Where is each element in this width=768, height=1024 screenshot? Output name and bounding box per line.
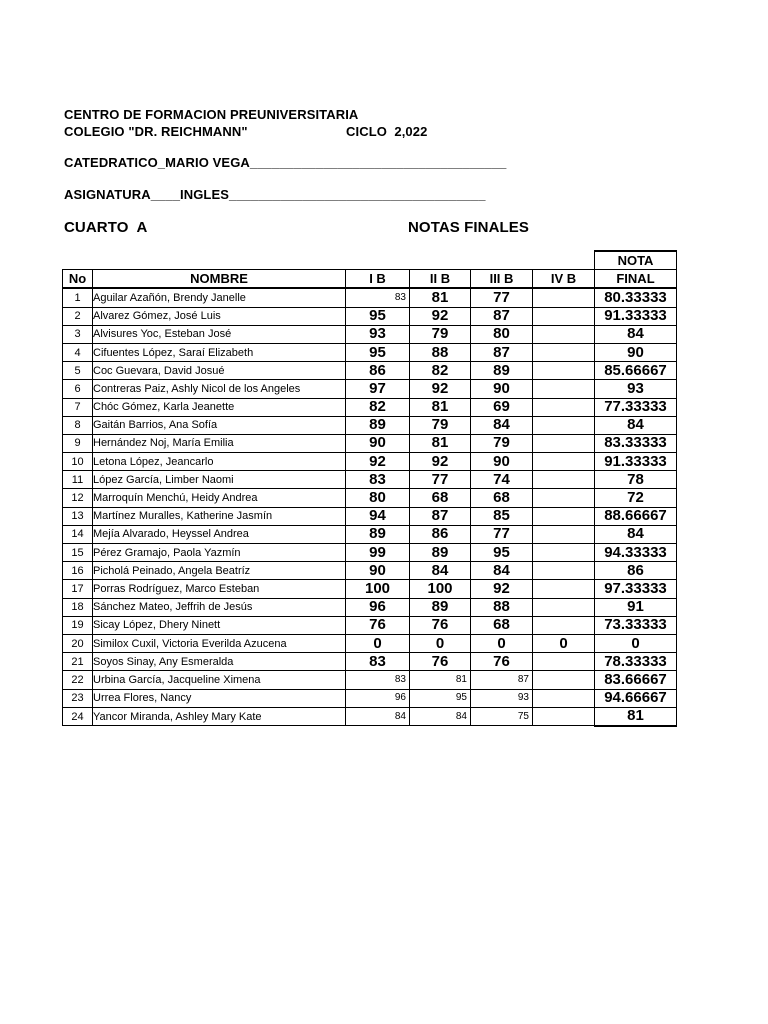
final-grade: 0 bbox=[595, 634, 677, 652]
grade-b3: 0 bbox=[471, 634, 533, 652]
grade-b3: 75 bbox=[471, 707, 533, 726]
grade-b1: 90 bbox=[346, 562, 410, 580]
student-name: López García, Limber Naomi bbox=[93, 471, 346, 489]
grade-b4 bbox=[533, 616, 595, 634]
grade-b2: 77 bbox=[410, 471, 471, 489]
row-number: 8 bbox=[63, 416, 93, 434]
col-b2: II B bbox=[410, 270, 471, 289]
grade-b1: 96 bbox=[346, 689, 410, 707]
student-name: Sánchez Mateo, Jeffrih de Jesús bbox=[93, 598, 346, 616]
table-row bbox=[63, 362, 677, 380]
table-row bbox=[63, 707, 677, 726]
grade-b4 bbox=[533, 489, 595, 507]
table-row bbox=[63, 489, 677, 507]
grade-b3: 84 bbox=[471, 416, 533, 434]
header-row-top bbox=[63, 251, 677, 270]
final-grade: 91.33333 bbox=[595, 307, 677, 325]
grade-b3: 92 bbox=[471, 580, 533, 598]
grade-b2: 84 bbox=[410, 707, 471, 726]
grade-b1: 89 bbox=[346, 416, 410, 434]
grade-b1: 82 bbox=[346, 398, 410, 416]
student-name: Letona López, Jeancarlo bbox=[93, 453, 346, 471]
row-number: 17 bbox=[63, 580, 93, 598]
grade-b1: 84 bbox=[346, 707, 410, 726]
grade-b1: 83 bbox=[346, 671, 410, 689]
student-name: Contreras Paiz, Ashly Nicol de los Angeles bbox=[93, 380, 346, 398]
grade-b2: 89 bbox=[410, 598, 471, 616]
grade-b1: 80 bbox=[346, 489, 410, 507]
grade-b2: 92 bbox=[410, 380, 471, 398]
table-row bbox=[63, 525, 677, 543]
row-number: 13 bbox=[63, 507, 93, 525]
final-grade: 83.66667 bbox=[595, 671, 677, 689]
final-grade: 93 bbox=[595, 380, 677, 398]
row-number: 24 bbox=[63, 707, 93, 726]
row-number: 6 bbox=[63, 380, 93, 398]
final-grade: 91.33333 bbox=[595, 453, 677, 471]
grade-b2: 84 bbox=[410, 562, 471, 580]
grade-b2: 76 bbox=[410, 653, 471, 671]
grade-b3: 74 bbox=[471, 471, 533, 489]
table-row bbox=[63, 307, 677, 325]
grade-b3: 77 bbox=[471, 525, 533, 543]
final-grade: 91 bbox=[595, 598, 677, 616]
grade-b2: 92 bbox=[410, 307, 471, 325]
grade-b4 bbox=[533, 307, 595, 325]
grade-b1: 96 bbox=[346, 598, 410, 616]
grade-b4 bbox=[533, 434, 595, 452]
grade-section: CUARTO A bbox=[64, 219, 148, 236]
table-row bbox=[63, 653, 677, 671]
student-name: Urbina García, Jacqueline Ximena bbox=[93, 671, 346, 689]
final-grade: 86 bbox=[595, 562, 677, 580]
grade-b3: 85 bbox=[471, 507, 533, 525]
grade-b1: 0 bbox=[346, 634, 410, 652]
student-name: Martínez Muralles, Katherine Jasmín bbox=[93, 507, 346, 525]
table-row bbox=[63, 380, 677, 398]
grade-b2: 79 bbox=[410, 416, 471, 434]
institution-name: CENTRO DE FORMACION PREUNIVERSITARIA bbox=[64, 107, 359, 122]
grade-b4 bbox=[533, 671, 595, 689]
grade-b3: 69 bbox=[471, 398, 533, 416]
grade-b1: 89 bbox=[346, 525, 410, 543]
final-grade: 90 bbox=[595, 343, 677, 361]
row-number: 21 bbox=[63, 653, 93, 671]
grade-b2: 82 bbox=[410, 362, 471, 380]
student-name: Similox Cuxil, Victoria Everilda Azucena bbox=[93, 634, 346, 652]
grade-b1: 93 bbox=[346, 325, 410, 343]
grade-b2: 81 bbox=[410, 288, 471, 307]
school-cycle: CICLO 2,022 bbox=[346, 124, 428, 139]
student-name: Cifuentes López, Saraí Elizabeth bbox=[93, 343, 346, 361]
final-grade: 77.33333 bbox=[595, 398, 677, 416]
grade-b3: 80 bbox=[471, 325, 533, 343]
grade-b2: 76 bbox=[410, 616, 471, 634]
col-final-bottom: FINAL bbox=[595, 270, 677, 289]
grade-b1: 90 bbox=[346, 434, 410, 452]
grade-b1: 97 bbox=[346, 380, 410, 398]
teacher-line: CATEDRATICO_MARIO VEGA___________________________________ bbox=[64, 155, 507, 170]
grade-b3: 90 bbox=[471, 453, 533, 471]
grades-table bbox=[62, 250, 677, 727]
grade-b3: 76 bbox=[471, 653, 533, 671]
row-number: 9 bbox=[63, 434, 93, 452]
final-grade: 94.66667 bbox=[595, 689, 677, 707]
grade-b3: 95 bbox=[471, 544, 533, 562]
row-number: 2 bbox=[63, 307, 93, 325]
grade-b3: 90 bbox=[471, 380, 533, 398]
row-number: 5 bbox=[63, 362, 93, 380]
row-number: 16 bbox=[63, 562, 93, 580]
grade-b1: 92 bbox=[346, 453, 410, 471]
table-row bbox=[63, 416, 677, 434]
grade-b2: 95 bbox=[410, 689, 471, 707]
grade-b2: 89 bbox=[410, 544, 471, 562]
table-row bbox=[63, 616, 677, 634]
grade-b2: 68 bbox=[410, 489, 471, 507]
student-name: Coc Guevara, David Josué bbox=[93, 362, 346, 380]
grade-b3: 87 bbox=[471, 343, 533, 361]
final-grade: 84 bbox=[595, 325, 677, 343]
row-number: 7 bbox=[63, 398, 93, 416]
final-grade: 85.66667 bbox=[595, 362, 677, 380]
grade-b2: 0 bbox=[410, 634, 471, 652]
final-grade: 84 bbox=[595, 416, 677, 434]
table-row bbox=[63, 507, 677, 525]
final-grade: 80.33333 bbox=[595, 288, 677, 307]
table-row bbox=[63, 288, 677, 307]
school-name: COLEGIO "DR. REICHMANN" bbox=[64, 124, 248, 139]
header-spacer bbox=[63, 251, 595, 270]
row-number: 14 bbox=[63, 525, 93, 543]
grade-b1: 94 bbox=[346, 507, 410, 525]
student-name: Marroquín Menchú, Heidy Andrea bbox=[93, 489, 346, 507]
grade-b3: 89 bbox=[471, 362, 533, 380]
grade-b1: 95 bbox=[346, 343, 410, 361]
subject-line: ASIGNATURA____INGLES___________________________________ bbox=[64, 187, 486, 202]
row-number: 18 bbox=[63, 598, 93, 616]
table-row bbox=[63, 325, 677, 343]
grade-b4 bbox=[533, 507, 595, 525]
grade-b1: 76 bbox=[346, 616, 410, 634]
grade-b2: 81 bbox=[410, 398, 471, 416]
row-number: 22 bbox=[63, 671, 93, 689]
table-row bbox=[63, 634, 677, 652]
grade-b4 bbox=[533, 288, 595, 307]
final-grade: 81 bbox=[595, 707, 677, 726]
table-row bbox=[63, 453, 677, 471]
row-number: 20 bbox=[63, 634, 93, 652]
student-name: Pérez Gramajo, Paola Yazmín bbox=[93, 544, 346, 562]
student-name: Yancor Miranda, Ashley Mary Kate bbox=[93, 707, 346, 726]
row-number: 23 bbox=[63, 689, 93, 707]
grade-b3: 87 bbox=[471, 671, 533, 689]
grade-b3: 68 bbox=[471, 616, 533, 634]
table-row bbox=[63, 562, 677, 580]
grade-b4 bbox=[533, 416, 595, 434]
student-name: Mejía Alvarado, Heyssel Andrea bbox=[93, 525, 346, 543]
student-name: Gaitán Barrios, Ana Sofía bbox=[93, 416, 346, 434]
grade-b4 bbox=[533, 562, 595, 580]
row-number: 15 bbox=[63, 544, 93, 562]
grade-b4 bbox=[533, 689, 595, 707]
grade-b4 bbox=[533, 471, 595, 489]
grade-b3: 79 bbox=[471, 434, 533, 452]
grade-b4 bbox=[533, 598, 595, 616]
grade-b4 bbox=[533, 544, 595, 562]
grade-b1: 99 bbox=[346, 544, 410, 562]
final-grade: 78 bbox=[595, 471, 677, 489]
table-row bbox=[63, 598, 677, 616]
final-grade: 88.66667 bbox=[595, 507, 677, 525]
page-title: NOTAS FINALES bbox=[408, 219, 530, 236]
final-grade: 84 bbox=[595, 525, 677, 543]
grade-b3: 87 bbox=[471, 307, 533, 325]
grade-b2: 81 bbox=[410, 671, 471, 689]
grade-b4 bbox=[533, 398, 595, 416]
student-name: Soyos Sinay, Any Esmeralda bbox=[93, 653, 346, 671]
grade-b4 bbox=[533, 343, 595, 361]
table-row bbox=[63, 544, 677, 562]
student-name: Sicay López, Dhery Ninett bbox=[93, 616, 346, 634]
grade-b1: 95 bbox=[346, 307, 410, 325]
header-row bbox=[63, 270, 677, 289]
final-grade: 73.33333 bbox=[595, 616, 677, 634]
table-row bbox=[63, 434, 677, 452]
final-grade: 94.33333 bbox=[595, 544, 677, 562]
grade-b4 bbox=[533, 653, 595, 671]
grade-b4 bbox=[533, 453, 595, 471]
grade-b4 bbox=[533, 362, 595, 380]
col-no: No bbox=[63, 270, 93, 289]
final-grade: 97.33333 bbox=[595, 580, 677, 598]
row-number: 12 bbox=[63, 489, 93, 507]
student-name: Picholá Peinado, Angela Beatríz bbox=[93, 562, 346, 580]
grade-b1: 83 bbox=[346, 288, 410, 307]
student-name: Porras Rodríguez, Marco Esteban bbox=[93, 580, 346, 598]
table-row bbox=[63, 471, 677, 489]
final-grade: 78.33333 bbox=[595, 653, 677, 671]
row-number: 10 bbox=[63, 453, 93, 471]
grade-b2: 92 bbox=[410, 453, 471, 471]
grade-b2: 88 bbox=[410, 343, 471, 361]
student-name: Aguilar Azañón, Brendy Janelle bbox=[93, 288, 346, 307]
table-row bbox=[63, 671, 677, 689]
col-name: NOMBRE bbox=[93, 270, 346, 289]
final-grade: 72 bbox=[595, 489, 677, 507]
grade-b3: 77 bbox=[471, 288, 533, 307]
table-row bbox=[63, 689, 677, 707]
student-name: Hernández Noj, María Emilia bbox=[93, 434, 346, 452]
grade-b4: 0 bbox=[533, 634, 595, 652]
student-name: Chóc Gómez, Karla Jeanette bbox=[93, 398, 346, 416]
grade-b2: 81 bbox=[410, 434, 471, 452]
grade-b3: 93 bbox=[471, 689, 533, 707]
table-row bbox=[63, 580, 677, 598]
grade-b2: 86 bbox=[410, 525, 471, 543]
grade-b3: 84 bbox=[471, 562, 533, 580]
row-number: 11 bbox=[63, 471, 93, 489]
col-b3: III B bbox=[471, 270, 533, 289]
row-number: 4 bbox=[63, 343, 93, 361]
grade-b1: 83 bbox=[346, 653, 410, 671]
grade-b4 bbox=[533, 325, 595, 343]
table-row bbox=[63, 343, 677, 361]
grade-b4 bbox=[533, 580, 595, 598]
grade-b1: 100 bbox=[346, 580, 410, 598]
grade-b2: 87 bbox=[410, 507, 471, 525]
col-b4: IV B bbox=[533, 270, 595, 289]
final-grade: 83.33333 bbox=[595, 434, 677, 452]
row-number: 19 bbox=[63, 616, 93, 634]
student-name: Alvisures Yoc, Esteban José bbox=[93, 325, 346, 343]
grade-b4 bbox=[533, 380, 595, 398]
grade-b4 bbox=[533, 707, 595, 726]
grade-b3: 88 bbox=[471, 598, 533, 616]
grade-b1: 83 bbox=[346, 471, 410, 489]
col-b1: I B bbox=[346, 270, 410, 289]
grade-b2: 100 bbox=[410, 580, 471, 598]
table-row bbox=[63, 398, 677, 416]
student-name: Alvarez Gómez, José Luis bbox=[93, 307, 346, 325]
grade-b3: 68 bbox=[471, 489, 533, 507]
student-name: Urrea Flores, Nancy bbox=[93, 689, 346, 707]
grade-b2: 79 bbox=[410, 325, 471, 343]
row-number: 1 bbox=[63, 288, 93, 307]
grade-b4 bbox=[533, 525, 595, 543]
row-number: 3 bbox=[63, 325, 93, 343]
grades-body bbox=[63, 288, 677, 726]
grade-b1: 86 bbox=[346, 362, 410, 380]
col-final-top: NOTA bbox=[595, 251, 677, 270]
